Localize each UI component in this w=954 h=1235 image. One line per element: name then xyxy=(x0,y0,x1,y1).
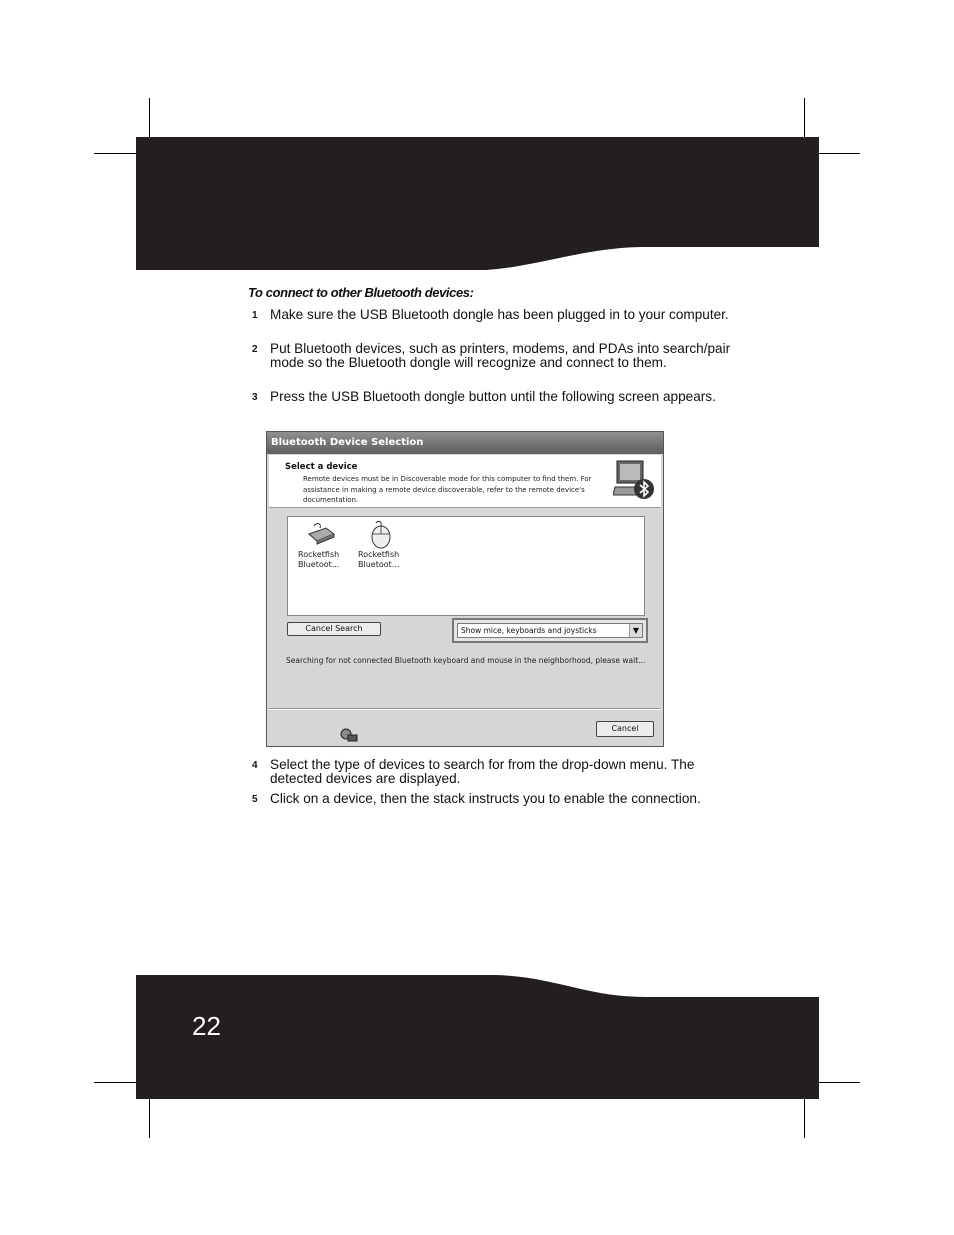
crop-mark xyxy=(818,1082,860,1083)
crop-mark xyxy=(804,1098,805,1138)
bluetooth-tray-icon xyxy=(339,728,359,744)
footer-band xyxy=(136,975,819,1099)
crop-mark xyxy=(94,1082,136,1083)
bluetooth-device-selection-dialog xyxy=(266,431,664,747)
status-text: Searching for not connected Bluetooth keyboard and mouse in the neighborhood, please wait... xyxy=(286,656,646,665)
step-text: Press the USB Bluetooth dongle button until the following screen appears. xyxy=(270,389,716,404)
cancel-button[interactable]: Cancel xyxy=(596,721,654,737)
crop-mark xyxy=(149,1098,150,1138)
step-number: 5 xyxy=(252,794,258,805)
page-number: 22 xyxy=(192,1011,221,1041)
crop-mark xyxy=(818,153,860,154)
device-type-select-value[interactable]: Show mice, keyboards and joysticks ▼ xyxy=(457,623,643,638)
dialog-header-title: Select a device xyxy=(285,462,358,472)
step-number: 2 xyxy=(252,344,258,355)
crop-mark xyxy=(149,98,150,140)
chevron-down-icon[interactable]: ▼ xyxy=(629,624,642,637)
keyboard-icon xyxy=(306,520,336,550)
dialog-title: Bluetooth Device Selection xyxy=(267,432,663,454)
step-number: 3 xyxy=(252,392,258,403)
header-band xyxy=(136,137,819,270)
mouse-icon xyxy=(366,520,396,550)
step-text: Click on a device, then the stack instructs you to enable the connection. xyxy=(270,791,701,806)
cancel-search-button[interactable]: Cancel Search xyxy=(287,622,381,636)
step-number: 1 xyxy=(252,310,258,321)
list-item xyxy=(252,758,742,785)
crop-mark xyxy=(804,98,805,140)
step-text: Put Bluetooth devices, such as printers, modems, and PDAs into search/pair mode so the Bluetooth dongle will recognize and connect to them. xyxy=(270,341,731,370)
step-text: Select the type of devices to search for from the drop-down menu. The detected devices are displayed. xyxy=(270,757,695,786)
dialog-header xyxy=(269,455,661,508)
section-heading: To connect to other Bluetooth devices: xyxy=(248,285,474,300)
dialog-header-description: Remote devices must be in Discoverable mode for this computer to find them. For assistance in making a remote device discoverable, refer to the remote device's documentation. xyxy=(303,475,592,504)
device-list[interactable] xyxy=(287,516,645,616)
list-item xyxy=(252,390,742,404)
list-item xyxy=(252,792,742,806)
list-item[interactable] xyxy=(358,517,416,570)
list-item[interactable] xyxy=(298,517,356,570)
step-text: Make sure the USB Bluetooth dongle has been plugged in to your computer. xyxy=(270,307,729,322)
device-label: Rocketfish Bluetoot... xyxy=(358,550,400,569)
bluetooth-computer-icon xyxy=(613,459,655,503)
list-item xyxy=(252,308,742,322)
divider xyxy=(269,708,661,710)
device-type-select[interactable] xyxy=(452,618,648,643)
step-number: 4 xyxy=(252,760,258,771)
device-label: Rocketfish Bluetoot... xyxy=(298,550,340,569)
crop-mark xyxy=(94,153,136,154)
list-item xyxy=(252,342,742,369)
